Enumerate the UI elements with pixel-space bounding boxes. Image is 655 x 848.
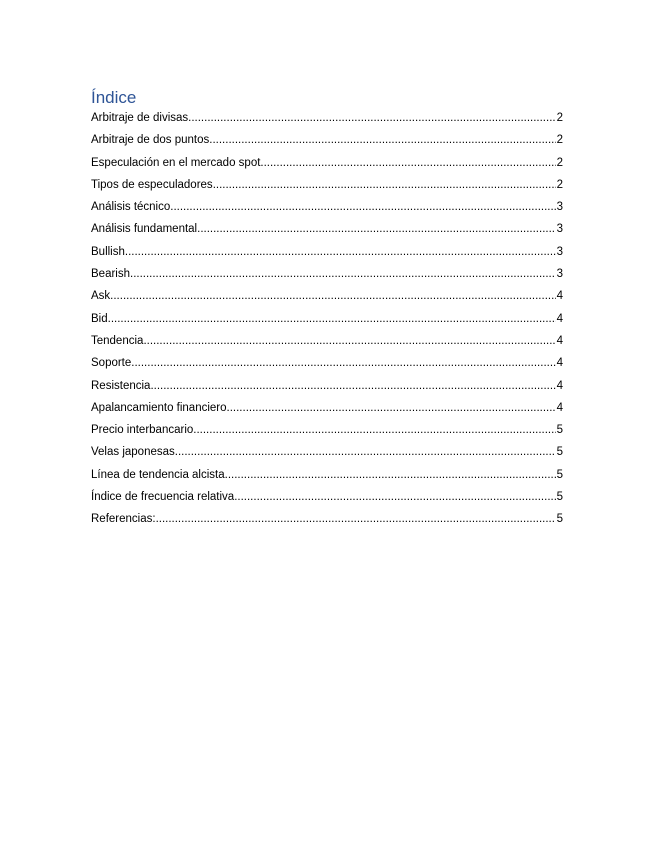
toc-entry-label: Índice de frecuencia relativa [91, 491, 235, 504]
toc-entry-page-number: 2 [556, 156, 563, 169]
toc-dot-leader [197, 218, 555, 240]
toc-entry[interactable] [91, 218, 563, 240]
toc-entry-label: Especulación en el mercado spot [91, 156, 261, 169]
toc-entry-label: Bearish [91, 268, 130, 281]
toc-entry[interactable] [91, 308, 563, 330]
toc-entry-page-number: 2 [556, 112, 563, 124]
toc-entry[interactable] [91, 285, 563, 307]
toc-entry[interactable] [91, 330, 563, 352]
toc-dot-leader [125, 241, 556, 263]
toc-entry-page-number: 5 [556, 446, 563, 459]
toc-entry-label: Arbitraje de dos puntos [91, 134, 210, 147]
toc-entry-label: Soporte [91, 357, 132, 370]
toc-dot-leader [156, 508, 556, 530]
toc-title: Índice [91, 88, 137, 107]
toc-entry[interactable] [91, 129, 563, 151]
toc-entry-label: Línea de tendencia alcista [91, 468, 225, 481]
toc-entry-page-number: 4 [556, 334, 563, 347]
toc-dot-leader [234, 486, 555, 508]
toc-entry[interactable] [91, 441, 563, 463]
toc-entry-label: Tipos de especuladores [91, 178, 213, 191]
toc-entry-page-number: 2 [556, 178, 563, 191]
toc-entry-label: Bid [91, 312, 108, 325]
toc-entry-label: Arbitraje de divisas [91, 112, 189, 124]
toc-entry-page-number: 4 [556, 312, 563, 325]
toc-dot-leader [150, 375, 555, 397]
toc-dot-leader [225, 464, 556, 486]
toc-entry[interactable] [91, 196, 563, 218]
toc-entry[interactable] [91, 397, 563, 419]
toc-entry-label: Análisis fundamental [91, 223, 198, 236]
toc-entry-page-number: 4 [556, 357, 563, 370]
toc-dot-leader [170, 196, 555, 218]
toc-entry-page-number: 4 [556, 379, 563, 392]
toc-dot-leader [110, 285, 555, 307]
toc-entry-page-number: 2 [556, 134, 563, 147]
toc-entry-label: Precio interbancario [91, 424, 194, 437]
toc-dot-leader [260, 152, 555, 174]
toc-entry-label: Bullish [91, 245, 125, 258]
toc-entry-page-number: 3 [556, 223, 563, 236]
toc-dot-leader [130, 263, 556, 285]
toc-entry[interactable] [91, 241, 563, 263]
toc-entry[interactable] [91, 263, 563, 285]
toc-entry-label: Referencias: [91, 513, 156, 526]
toc-entry[interactable] [91, 152, 563, 174]
toc-dot-leader [131, 352, 555, 374]
toc-entry-page-number: 3 [556, 245, 563, 258]
toc-entry-page-number: 5 [556, 468, 563, 481]
toc-entry-page-number: 3 [556, 201, 563, 214]
toc-entry-label: Ask [91, 290, 111, 303]
toc-entry-label: Resistencia [91, 379, 151, 392]
toc-entry-page-number: 4 [556, 401, 563, 414]
toc-entry-page-number: 4 [556, 290, 563, 303]
toc-entry[interactable] [91, 174, 563, 196]
toc-entry-label: Velas japonesas [91, 446, 175, 459]
toc-entry-label: Análisis técnico [91, 201, 171, 214]
toc-entry[interactable] [91, 107, 563, 129]
toc-dot-leader [108, 308, 556, 330]
toc-entry[interactable] [91, 419, 563, 441]
toc-dot-leader [143, 330, 555, 352]
toc-dot-leader [213, 174, 556, 196]
toc-entry-label: Apalancamiento financiero [91, 401, 227, 414]
toc-entry-page-number: 3 [556, 268, 563, 281]
toc-entry[interactable] [91, 508, 563, 530]
toc-entry[interactable] [91, 464, 563, 486]
toc-entry[interactable] [91, 352, 563, 374]
toc-entry[interactable] [91, 486, 563, 508]
table-of-contents [91, 107, 563, 531]
toc-entry-page-number: 5 [556, 513, 563, 526]
toc-entry-page-number: 5 [556, 424, 563, 437]
toc-dot-leader [227, 397, 556, 419]
toc-dot-leader [175, 441, 556, 463]
toc-entry[interactable] [91, 375, 563, 397]
toc-dot-leader [188, 107, 555, 129]
toc-dot-leader [193, 419, 555, 441]
toc-dot-leader [209, 129, 555, 151]
toc-entry-page-number: 5 [556, 491, 563, 504]
toc-entry-label: Tendencia [91, 334, 144, 347]
